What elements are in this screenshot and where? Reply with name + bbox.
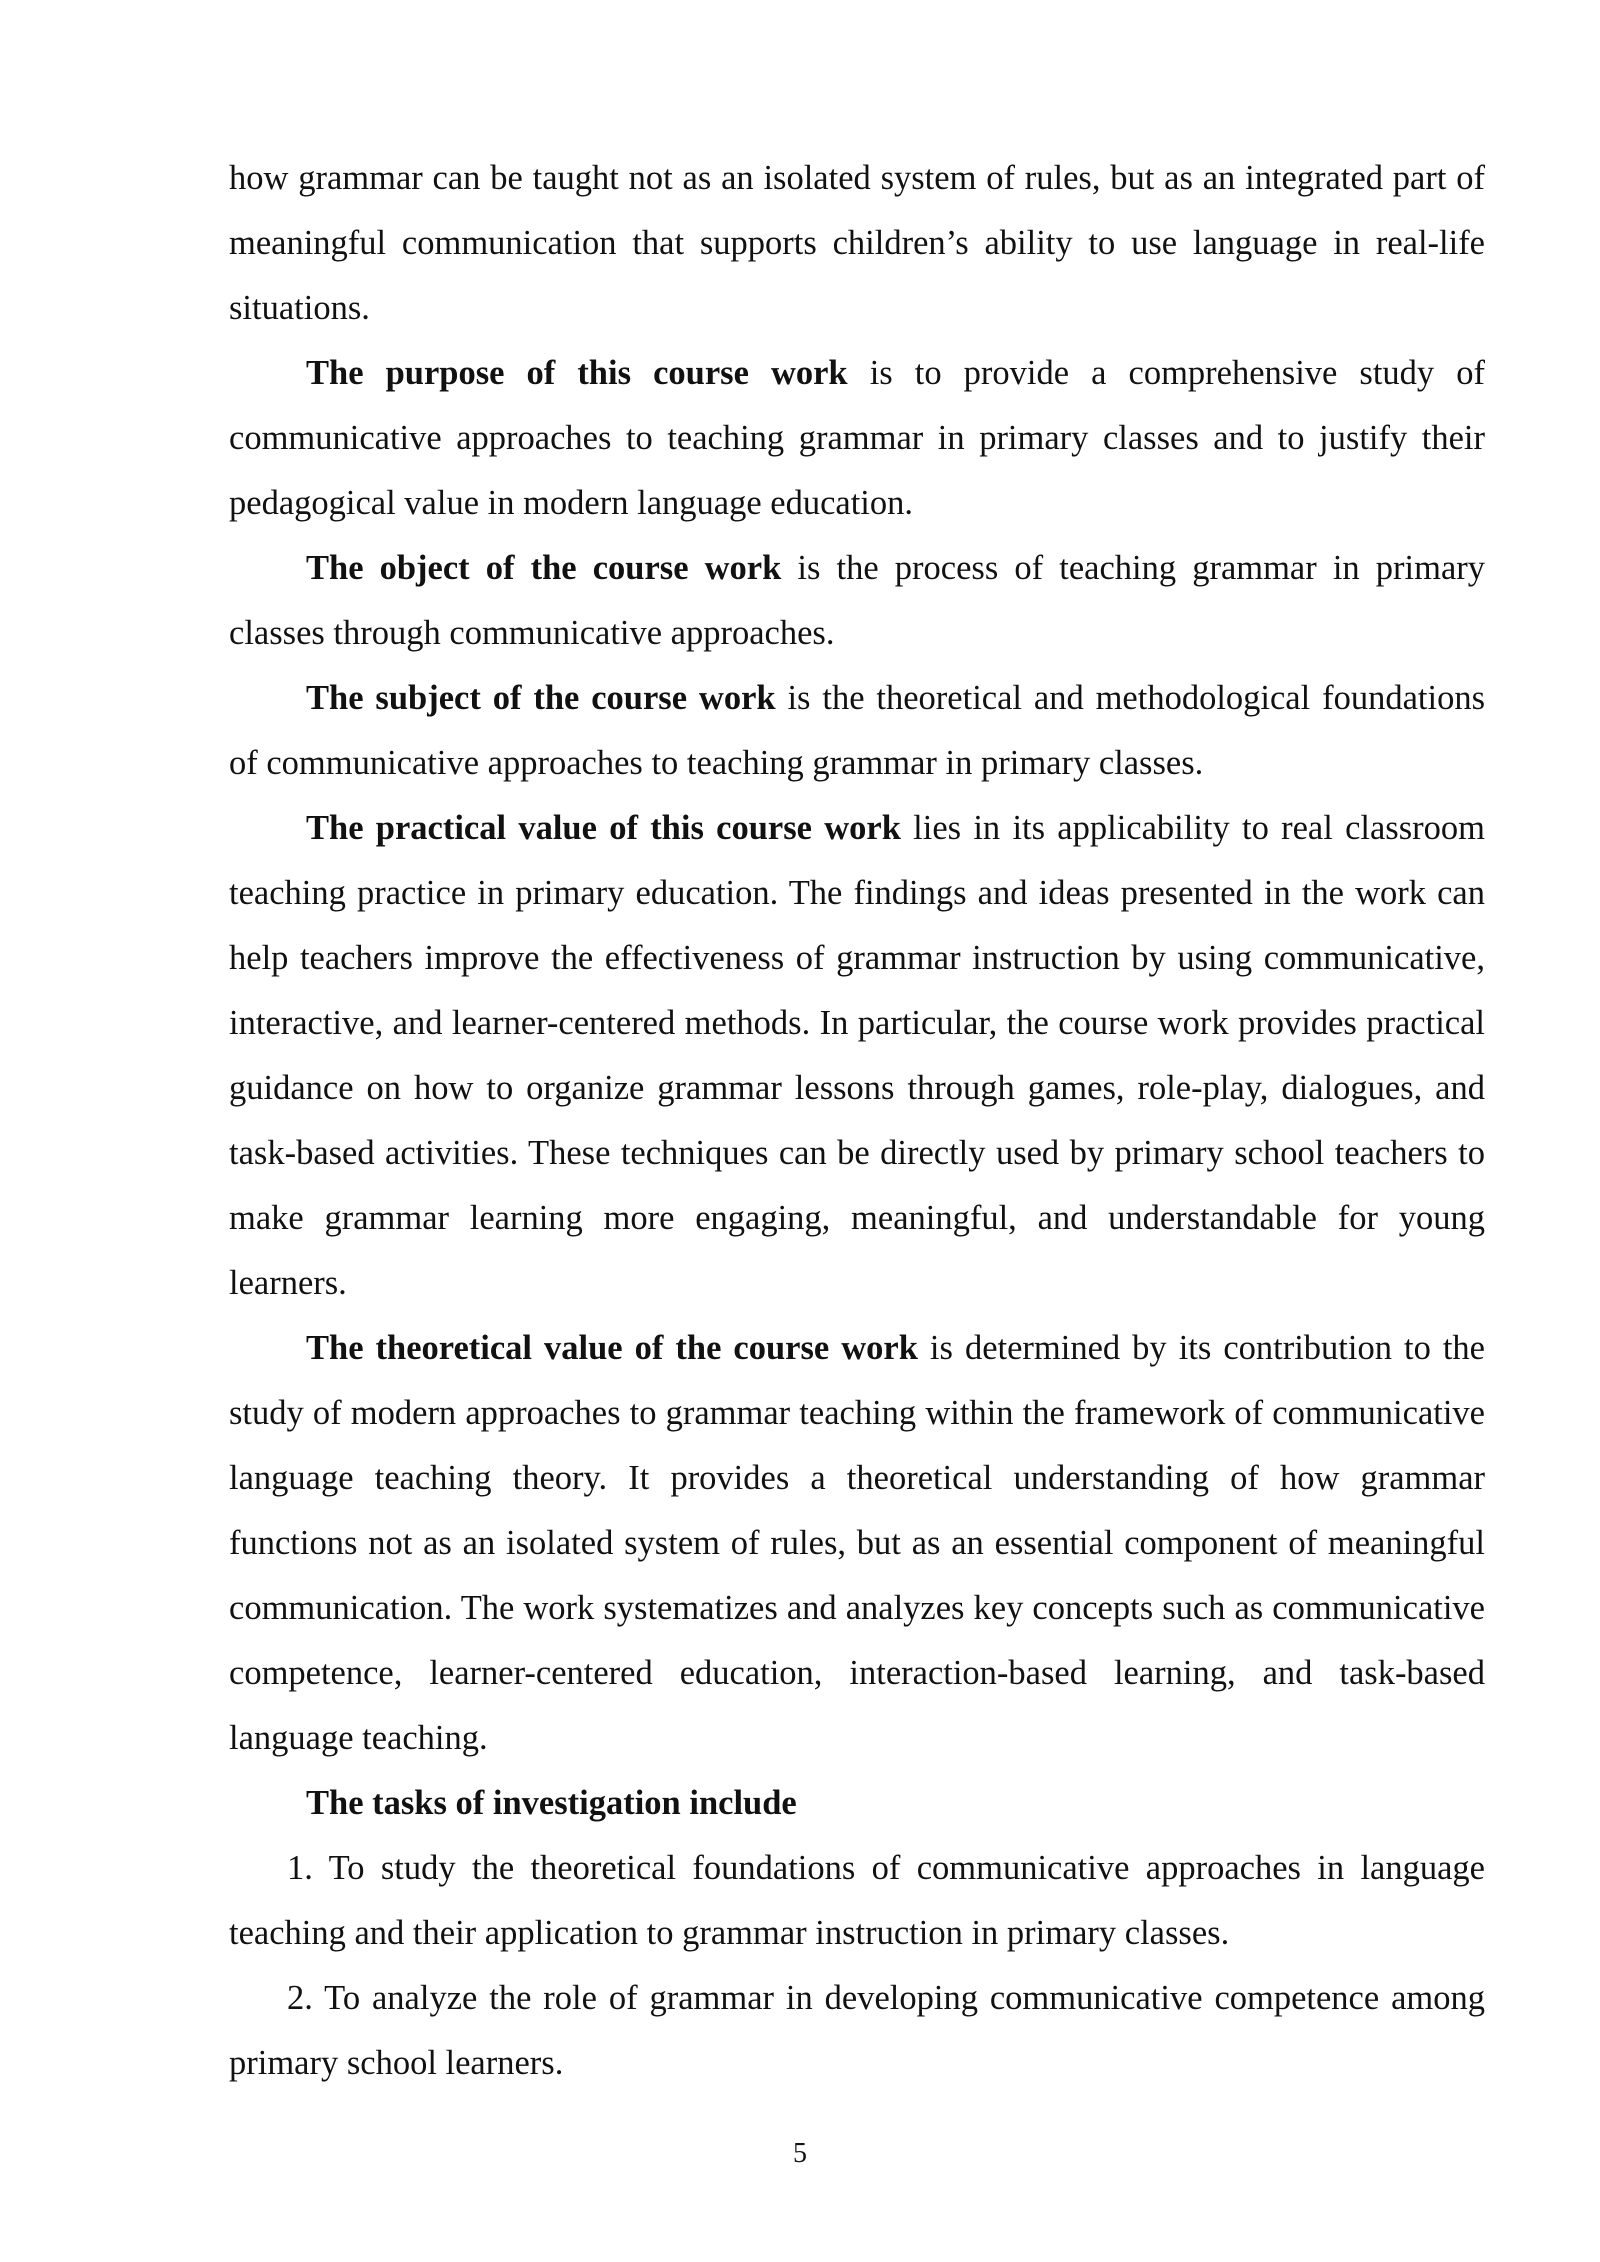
object-lead: The object of the course work — [306, 549, 782, 587]
purpose-text: is to provide a comprehensive study of communicative approaches to teaching grammar in primary classes and to justify their pedagogical value in modern language education. — [229, 354, 1485, 522]
subject-text: is the theoretical and methodological foundations of communicative approaches to teaching grammar in primary classes. — [229, 679, 1485, 782]
document-body — [229, 146, 1485, 2096]
task-item-2: 2. To analyze the role of grammar in developing communicative competence among primary school learners. — [229, 1979, 1485, 2082]
practical-value-lead: The practical value of this course work — [306, 809, 901, 847]
theoretical-value-lead: The theoretical value of the course work — [306, 1329, 918, 1367]
task-item-1: 1. To study the theoretical foundations of communicative approaches in language teaching and their application to grammar instruction in primary classes. — [229, 1849, 1485, 1952]
purpose-lead: The purpose of this course work — [306, 354, 848, 392]
page-number: 5 — [793, 2138, 807, 2169]
object-paragraph — [229, 536, 1485, 666]
purpose-paragraph — [229, 341, 1485, 536]
tasks-heading: The tasks of investigation include — [306, 1784, 797, 1822]
practical-value-text: lies in its applicability to real classroom teaching practice in primary education. The findings and ideas presented in the work can help teachers improve the effectiveness of grammar instruction by using communicative, interactive, and learner-centered methods. In particular, the course work provides practical guidance on how to organize grammar lessons through games, role-play, dialogues, and task-based activities. These techniques can be directly used by primary school teachers to make grammar learning more engaging, meaningful, and understandable for young learners. — [229, 809, 1485, 1302]
continuation-paragraph: how grammar can be taught not as an isolated system of rules, but as an integrated part of meaningful communication that supports children’s ability to use language in real-life situations. — [229, 159, 1485, 327]
theoretical-value-paragraph — [229, 1316, 1485, 1771]
subject-paragraph — [229, 666, 1485, 796]
object-text: is the process of teaching grammar in primary classes through communicative approaches. — [229, 549, 1485, 652]
subject-lead: The subject of the course work — [306, 679, 776, 717]
theoretical-value-text: is determined by its contribution to the study of modern approaches to grammar teaching within the framework of communicative language teaching theory. It provides a theoretical understanding of how grammar functions not as an isolated system of rules, but as an essential component of meaningful communication. The work systematizes and analyzes key concepts such as communicative competence, learner-centered education, interaction-based learning, and task-based language teaching. — [229, 1329, 1485, 1757]
practical-value-paragraph — [229, 796, 1485, 1316]
